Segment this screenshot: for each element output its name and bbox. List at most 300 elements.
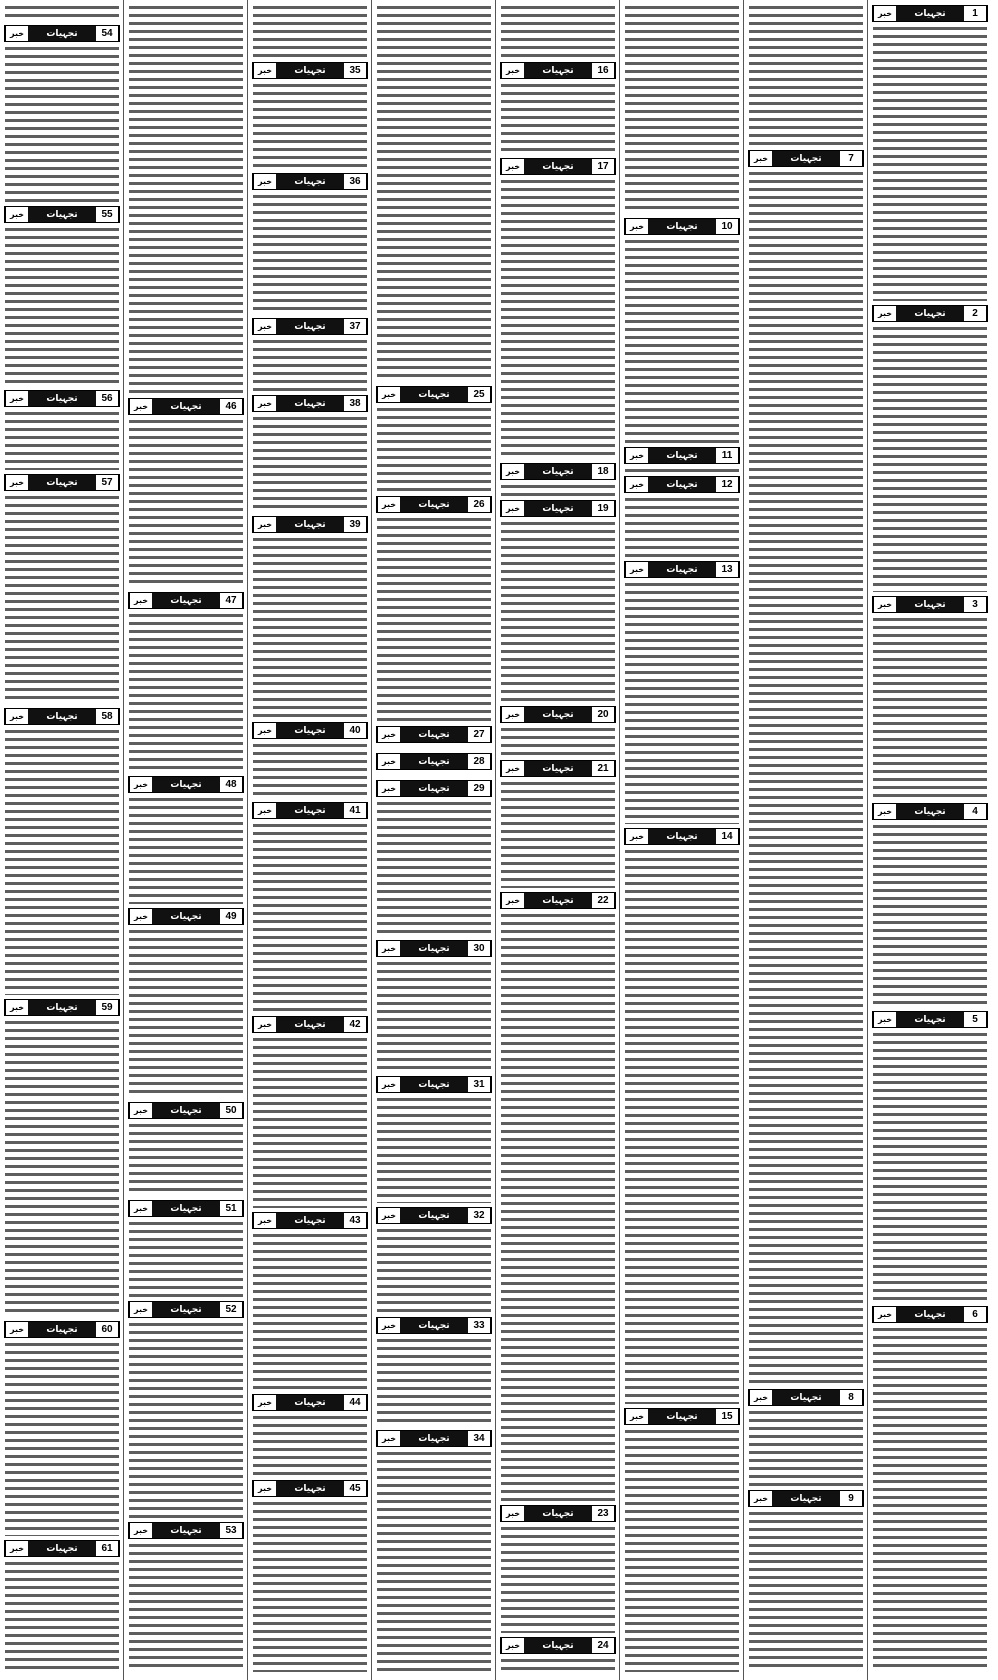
item-tag: خبر (253, 319, 276, 334)
item-heading-text: تجہیات (666, 479, 698, 490)
item-heading-bar (896, 804, 964, 819)
item-heading-text: تجہیات (418, 1079, 450, 1090)
item-number: 53 (220, 1523, 243, 1538)
item-tag: خبر (5, 391, 28, 406)
item-heading-text: تجہیات (914, 1309, 946, 1320)
item-heading-text: تجہیات (170, 779, 202, 790)
item-heading-text: تجہیات (170, 1525, 202, 1536)
item-heading-text: تجہیات (294, 176, 326, 187)
item-heading-text: تجہیات (418, 783, 450, 794)
item-tag: خبر (625, 448, 648, 463)
item-tag: خبر (501, 501, 524, 516)
item-number: 22 (592, 893, 615, 908)
item-number: 8 (840, 1390, 863, 1405)
item-number: 38 (344, 396, 367, 411)
item-number: 17 (592, 159, 615, 174)
item-tag: خبر (377, 754, 400, 769)
item-heading-text: تجہیات (170, 911, 202, 922)
item-heading-bar (28, 709, 96, 724)
item-number: 35 (344, 63, 367, 78)
article-text (253, 822, 367, 1012)
item-number: 33 (468, 1318, 491, 1333)
item-tag: خبر (501, 1638, 524, 1653)
article-text (873, 325, 987, 592)
item-number: 14 (716, 829, 739, 844)
item-heading-text: تجہیات (294, 1019, 326, 1030)
item-heading (376, 940, 492, 957)
item-tag: خبر (873, 306, 896, 321)
item-heading (252, 516, 368, 533)
item-number: 60 (96, 1322, 119, 1337)
item-tag: خبر (5, 207, 28, 222)
item-heading-bar (896, 1307, 964, 1322)
article-text (501, 178, 615, 459)
item-number: 26 (468, 497, 491, 512)
item-heading-text: تجہیات (46, 711, 78, 722)
item-number: 24 (592, 1638, 615, 1653)
item-heading-text: تجہیات (46, 1324, 78, 1335)
column-c4 (496, 0, 620, 1680)
item-heading-bar (28, 391, 96, 406)
item-heading-bar (152, 777, 220, 792)
item-heading-text: تجہیات (542, 65, 574, 76)
article-text (501, 520, 615, 702)
item-heading (376, 496, 492, 513)
item-tag: خبر (501, 159, 524, 174)
item-tag: خبر (253, 1395, 276, 1410)
item-heading-text: تجہیات (666, 1411, 698, 1422)
item-heading (128, 1102, 244, 1119)
item-number: 55 (96, 207, 119, 222)
item-heading-text: تجہیات (914, 8, 946, 19)
item-heading (128, 1522, 244, 1539)
item-heading-bar (524, 1506, 592, 1521)
item-heading-text: تجہیات (418, 499, 450, 510)
column-c8 (0, 0, 124, 1680)
item-number: 52 (220, 1302, 243, 1317)
item-number: 5 (964, 1012, 987, 1027)
article-text (873, 1326, 987, 1672)
item-tag: خبر (5, 26, 28, 41)
item-number: 46 (220, 399, 243, 414)
item-heading (376, 1076, 492, 1093)
item-tag: خبر (625, 562, 648, 577)
article-text (253, 193, 367, 314)
item-heading (252, 802, 368, 819)
item-number: 45 (344, 1481, 367, 1496)
item-heading-bar (152, 593, 220, 608)
item-heading-text: تجہیات (46, 209, 78, 220)
item-heading-bar (524, 464, 592, 479)
item-heading-text: تجہیات (46, 477, 78, 488)
article-text (625, 4, 739, 214)
article-text (5, 1019, 119, 1317)
item-tag: خبر (253, 803, 276, 818)
item-tag: خبر (501, 63, 524, 78)
item-heading-bar (276, 63, 344, 78)
item-heading-text: تجہیات (170, 401, 202, 412)
item-heading-bar (524, 761, 592, 776)
item-number: 37 (344, 319, 367, 334)
item-heading-bar (772, 151, 840, 166)
article-text (377, 516, 491, 722)
item-tag: خبر (749, 1390, 772, 1405)
item-heading-bar (400, 754, 468, 769)
item-heading-bar (648, 829, 716, 844)
item-heading-text: تجہیات (790, 1392, 822, 1403)
item-tag: خبر (129, 1523, 152, 1538)
article-text (873, 616, 987, 799)
item-heading (252, 1394, 368, 1411)
item-heading-bar (524, 501, 592, 516)
item-number: 57 (96, 475, 119, 490)
item-tag: خبر (129, 909, 152, 924)
item-tag: خبر (5, 1322, 28, 1337)
column-c3 (620, 0, 744, 1680)
article-text (129, 4, 243, 394)
article-text (129, 1321, 243, 1518)
article-text (625, 467, 739, 472)
item-number: 23 (592, 1506, 615, 1521)
item-heading (500, 62, 616, 79)
item-number: 19 (592, 501, 615, 516)
item-number: 43 (344, 1213, 367, 1228)
article-text (377, 1227, 491, 1313)
item-heading-bar (648, 477, 716, 492)
item-heading (500, 1637, 616, 1654)
item-heading-text: تجہیات (914, 806, 946, 817)
item-heading-text: تجہیات (294, 65, 326, 76)
item-heading-text: تجہیات (418, 756, 450, 767)
item-tag: خبر (625, 477, 648, 492)
item-heading (500, 500, 616, 517)
item-number: 11 (716, 448, 739, 463)
item-heading (624, 828, 740, 845)
item-tag: خبر (625, 1409, 648, 1424)
item-heading-bar (28, 1322, 96, 1337)
item-tag: خبر (873, 804, 896, 819)
item-tag: خبر (377, 387, 400, 402)
item-tag: خبر (377, 781, 400, 796)
item-heading (500, 158, 616, 175)
item-tag: خبر (873, 6, 896, 21)
item-heading-text: تجہیات (418, 943, 450, 954)
item-heading-text: تجہیات (418, 1433, 450, 1444)
item-heading-text: تجہیات (542, 161, 574, 172)
item-heading-text: تجہیات (914, 599, 946, 610)
item-heading-bar (772, 1390, 840, 1405)
article-text (501, 1525, 615, 1633)
item-tag: خبر (873, 1307, 896, 1322)
article-text (377, 1096, 491, 1203)
item-heading (4, 999, 120, 1016)
article-text (5, 226, 119, 386)
item-heading-bar (276, 319, 344, 334)
item-heading (500, 463, 616, 480)
item-heading-bar (276, 517, 344, 532)
item-tag: خبر (253, 63, 276, 78)
item-tag: خبر (129, 777, 152, 792)
item-number: 18 (592, 464, 615, 479)
item-heading-bar (896, 597, 964, 612)
item-heading-bar (400, 1318, 468, 1333)
item-number: 40 (344, 723, 367, 738)
item-tag: خبر (377, 1077, 400, 1092)
item-heading (4, 25, 120, 42)
article-text (253, 1036, 367, 1208)
item-tag: خبر (253, 396, 276, 411)
item-heading-bar (896, 6, 964, 21)
item-heading-bar (152, 909, 220, 924)
item-heading (376, 1207, 492, 1224)
item-heading-text: تجہیات (294, 1483, 326, 1494)
item-heading (872, 5, 988, 22)
item-number: 58 (96, 709, 119, 724)
column-c1 (868, 0, 992, 1680)
column-c7 (124, 0, 248, 1680)
item-heading-text: تجہیات (294, 321, 326, 332)
item-heading-bar (400, 781, 468, 796)
article-text (501, 82, 615, 154)
item-heading-text: تجہیات (170, 1203, 202, 1214)
item-heading (500, 1505, 616, 1522)
item-heading (252, 62, 368, 79)
article-text (625, 238, 739, 443)
item-tag: خبر (253, 723, 276, 738)
item-tag: خبر (5, 475, 28, 490)
item-number: 27 (468, 727, 491, 742)
article-text (749, 170, 863, 1385)
item-heading-text: تجہیات (790, 1493, 822, 1504)
item-tag: خبر (377, 497, 400, 512)
item-heading-bar (152, 1103, 220, 1118)
item-heading (624, 561, 740, 578)
item-heading (376, 753, 492, 770)
item-heading-text: تجہیات (914, 1014, 946, 1025)
item-heading-bar (276, 396, 344, 411)
item-heading-text: تجہیات (790, 153, 822, 164)
article-text (501, 4, 615, 58)
article-text (749, 1510, 863, 1672)
item-number: 59 (96, 1000, 119, 1015)
item-heading-bar (276, 803, 344, 818)
item-heading-text: تجہیات (294, 725, 326, 736)
item-heading-text: تجہیات (542, 709, 574, 720)
item-heading-text: تجہیات (170, 1304, 202, 1315)
article-text (5, 1341, 119, 1536)
article-text (377, 1450, 491, 1672)
item-heading (4, 1321, 120, 1338)
item-heading-text: تجہیات (294, 1397, 326, 1408)
item-tag: خبر (377, 1208, 400, 1223)
item-heading (252, 318, 368, 335)
item-heading-text: تجہیات (294, 1215, 326, 1226)
item-heading-bar (276, 723, 344, 738)
article-text (501, 483, 615, 496)
item-number: 31 (468, 1077, 491, 1092)
item-heading (4, 474, 120, 491)
article-text (253, 82, 367, 169)
item-heading-bar (896, 306, 964, 321)
item-number: 34 (468, 1431, 491, 1446)
item-heading-bar (648, 1409, 716, 1424)
item-number: 44 (344, 1395, 367, 1410)
item-heading (376, 1317, 492, 1334)
item-heading-bar (400, 727, 468, 742)
article-text (873, 25, 987, 301)
item-heading-text: تجہیات (914, 308, 946, 319)
item-number: 15 (716, 1409, 739, 1424)
article-text (129, 1542, 243, 1672)
item-tag: خبر (5, 1541, 28, 1556)
item-number: 56 (96, 391, 119, 406)
article-text (377, 4, 491, 382)
item-number: 6 (964, 1307, 987, 1322)
item-tag: خبر (873, 597, 896, 612)
item-heading (376, 1430, 492, 1447)
item-heading-bar (524, 893, 592, 908)
item-heading-text: تجہیات (418, 1210, 450, 1221)
item-heading-bar (276, 1395, 344, 1410)
article-text (749, 1409, 863, 1486)
item-tag: خبر (501, 1506, 524, 1521)
article-text (377, 800, 491, 936)
article-text (253, 4, 367, 58)
article-text (625, 1428, 739, 1672)
article-text (129, 796, 243, 904)
item-heading-text: تجہیات (46, 1543, 78, 1554)
item-heading (624, 218, 740, 235)
item-heading-text: تجہیات (666, 221, 698, 232)
item-heading-text: تجہیات (294, 519, 326, 530)
article-text (5, 45, 119, 202)
item-heading-bar (276, 1017, 344, 1032)
item-heading (872, 1306, 988, 1323)
article-text (129, 1220, 243, 1297)
item-heading-text: تجہیات (542, 1640, 574, 1651)
item-heading (500, 892, 616, 909)
item-heading-bar (276, 1213, 344, 1228)
item-heading (624, 1408, 740, 1425)
article-text (749, 4, 863, 146)
item-number: 42 (344, 1017, 367, 1032)
item-heading (128, 776, 244, 793)
item-number: 50 (220, 1103, 243, 1118)
item-number: 32 (468, 1208, 491, 1223)
item-heading (252, 722, 368, 739)
item-heading-text: تجہیات (170, 595, 202, 606)
article-text (501, 726, 615, 756)
item-tag: خبر (129, 593, 152, 608)
item-heading-bar (648, 562, 716, 577)
article-text (5, 728, 119, 995)
item-heading (624, 447, 740, 464)
item-heading (376, 726, 492, 743)
item-heading (252, 1480, 368, 1497)
item-heading (500, 760, 616, 777)
item-number: 54 (96, 26, 119, 41)
item-number: 4 (964, 804, 987, 819)
article-text (377, 1337, 491, 1426)
item-number: 29 (468, 781, 491, 796)
item-tag: خبر (377, 1318, 400, 1333)
item-tag: خبر (129, 399, 152, 414)
item-heading-bar (524, 63, 592, 78)
item-tag: خبر (253, 517, 276, 532)
item-heading-text: تجہیات (418, 729, 450, 740)
item-heading (872, 305, 988, 322)
item-heading-bar (648, 448, 716, 463)
item-heading (872, 596, 988, 613)
item-heading (4, 206, 120, 223)
item-heading-text: تجہیات (418, 389, 450, 400)
item-number: 48 (220, 777, 243, 792)
article-text (5, 1560, 119, 1672)
item-heading-bar (28, 1541, 96, 1556)
article-text (129, 418, 243, 588)
article-text (501, 912, 615, 1501)
article-text (873, 823, 987, 1007)
item-tag: خبر (129, 1103, 152, 1118)
item-heading-bar (28, 1000, 96, 1015)
item-tag: خبر (501, 707, 524, 722)
item-heading (252, 173, 368, 190)
item-tag: خبر (749, 1491, 772, 1506)
item-number: 36 (344, 174, 367, 189)
article-text (625, 496, 739, 557)
item-heading (128, 398, 244, 415)
article-text (5, 410, 119, 470)
item-heading-bar (400, 1431, 468, 1446)
item-heading-bar (896, 1012, 964, 1027)
item-heading-text: تجہیات (46, 393, 78, 404)
article-text (253, 338, 367, 391)
article-text (129, 1122, 243, 1196)
item-heading (4, 1540, 120, 1557)
item-number: 10 (716, 219, 739, 234)
item-heading-bar (28, 207, 96, 222)
item-heading-bar (524, 1638, 592, 1653)
item-number: 30 (468, 941, 491, 956)
item-heading-text: تجہیات (46, 28, 78, 39)
article-text (129, 928, 243, 1098)
item-tag: خبر (501, 761, 524, 776)
item-number: 7 (840, 151, 863, 166)
item-heading-bar (152, 1302, 220, 1317)
item-heading-text: تجہیات (418, 1320, 450, 1331)
article-text (625, 581, 739, 824)
item-heading-bar (400, 497, 468, 512)
item-heading-bar (400, 941, 468, 956)
article-text (253, 1232, 367, 1390)
item-heading (4, 390, 120, 407)
item-tag: خبر (129, 1302, 152, 1317)
item-number: 41 (344, 803, 367, 818)
item-heading-text: تجہیات (542, 466, 574, 477)
item-tag: خبر (5, 1000, 28, 1015)
item-heading-text: تجہیات (666, 450, 698, 461)
item-tag: خبر (377, 1431, 400, 1446)
item-heading-bar (276, 174, 344, 189)
column-c5 (372, 0, 496, 1680)
article-text (377, 406, 491, 492)
item-tag: خبر (625, 829, 648, 844)
item-heading (624, 476, 740, 493)
item-heading (128, 1200, 244, 1217)
item-number: 12 (716, 477, 739, 492)
item-number: 3 (964, 597, 987, 612)
article-text (5, 4, 119, 21)
